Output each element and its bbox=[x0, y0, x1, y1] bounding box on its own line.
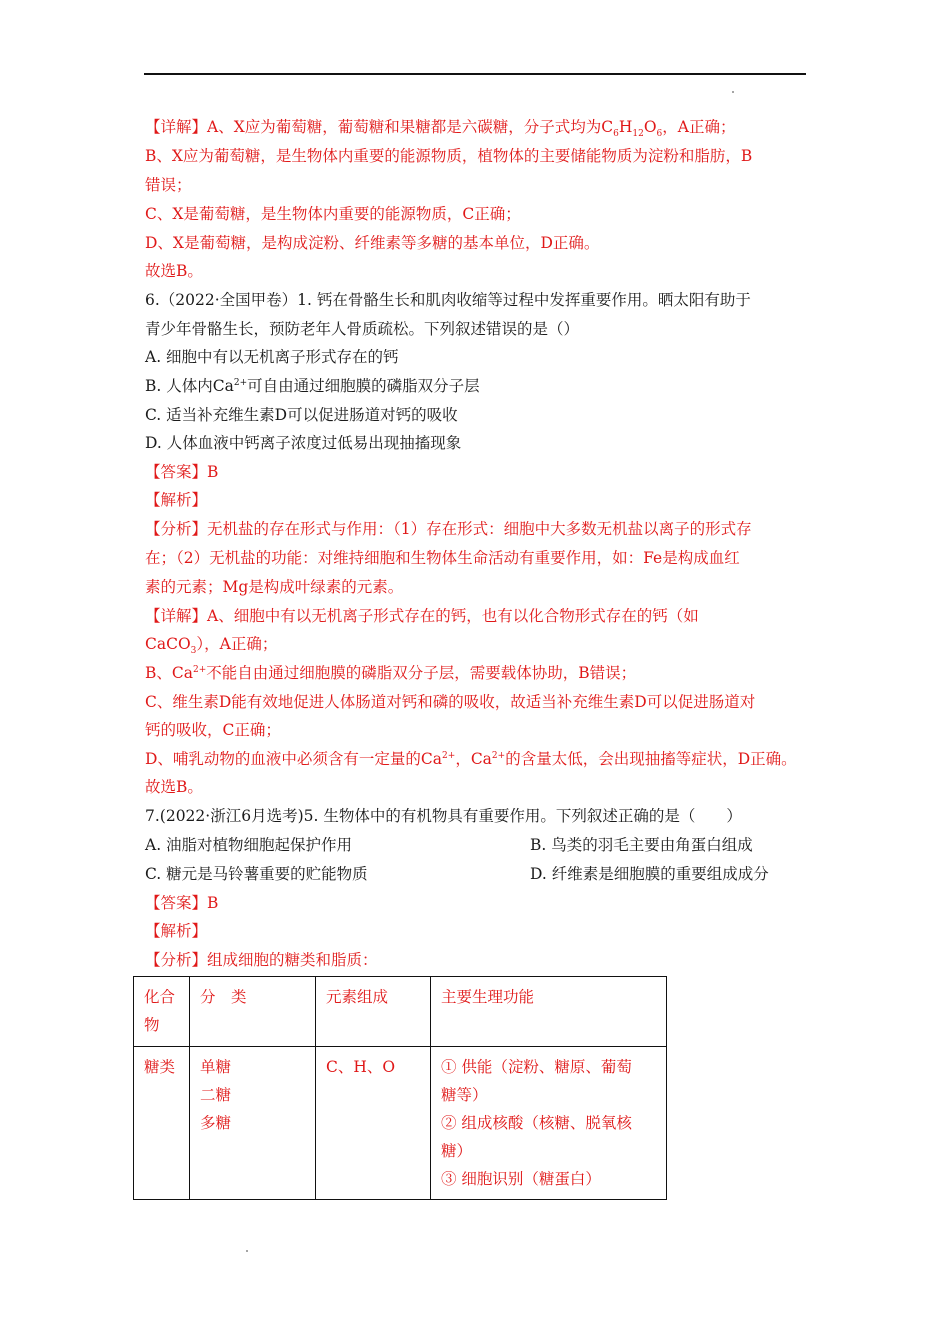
table-row bbox=[134, 1047, 667, 1200]
q6-option-a: A. 细胞中有以无机离子形式存在的钙 bbox=[145, 348, 399, 366]
q7-option-c: C. 糖元是马铃薯重要的贮能物质 bbox=[145, 865, 368, 883]
q5-detail-line1: 【详解】A、X应为葡萄糖，葡萄糖和果糖都是六碳糖，分子式均为$C_6H_{12}O_6$，A正确； bbox=[145, 118, 736, 140]
table-cell-types: 单糖 二糖 多糖 bbox=[190, 1047, 316, 1200]
q6-stem-line1: 6.（2022·全国甲卷）1. 钙在骨骼生长和肌肉收缩等过程中发挥重要作用。晒太阳有助于 bbox=[145, 291, 751, 309]
q7-analysis-label: 【解析】 bbox=[145, 922, 208, 940]
detail-label: 【详解】 bbox=[145, 118, 208, 136]
q6-answer: 【答案】B bbox=[145, 463, 219, 481]
q6-fenxi-line1: 【分析】无机盐的存在形式与作用：（1）存在形式：细胞中大多数无机盐以离子的形式存 bbox=[145, 520, 752, 538]
q6-detail-line6: D、哺乳动物的血液中必须含有一定量的$Ca^{2+}$，$Ca^{2+}$的含量太低，会出现抽搐等症状，D正确。 bbox=[145, 750, 797, 768]
q6-option-d: D. 人体血液中钙离子浓度过低易出现抽搐现象 bbox=[145, 434, 462, 452]
q6-fenxi-line2: 在；（2）无机盐的功能：对维持细胞和生物体生命活动有重要作用，如：Fe是构成血红 bbox=[145, 549, 740, 567]
q6-option-c: C. 适当补充维生素D可以促进肠道对钙的吸收 bbox=[145, 406, 458, 424]
q7-answer: 【答案】B bbox=[145, 894, 219, 912]
q7-stem: 7.(2022·浙江6月选考)5. 生物体中的有机物具有重要作用。下列叙述正确的是（ ） bbox=[145, 807, 742, 825]
q7-option-a: A. 油脂对植物细胞起保护作用 bbox=[145, 836, 353, 854]
q6-detail-line1: 【详解】A、细胞中有以无机离子形式存在的钙，也有以化合物形式存在的钙（如 bbox=[145, 607, 699, 625]
table-cell-name: 糖类 bbox=[134, 1047, 190, 1200]
table-header-cell: 主要生理功能 bbox=[431, 977, 667, 1047]
q6-conclusion: 故选B。 bbox=[145, 778, 203, 796]
q6-fenxi-line3: 素的元素；Mg是构成叶绿素的元素。 bbox=[145, 578, 404, 596]
q5-detail-line5: D、X是葡萄糖，是构成淀粉、纤维素等多糖的基本单位，D正确。 bbox=[145, 234, 600, 252]
table-header-row bbox=[134, 977, 667, 1047]
q6-detail-line2: CaCO$_3$），A正确； bbox=[145, 635, 278, 657]
q6-stem-line2: 青少年骨骼生长，预防老年人骨质疏松。下列叙述错误的是（） bbox=[145, 320, 580, 338]
q6-analysis-label: 【解析】 bbox=[145, 491, 208, 509]
table-cell-elements: C、H、O bbox=[316, 1047, 431, 1200]
q6-detail-line3: B、$Ca^{2+}$不能自由通过细胞膜的磷脂双分子层，需要载体协助，B错误； bbox=[145, 664, 637, 682]
table-header-cell: 分 类 bbox=[190, 977, 316, 1047]
header-rule bbox=[144, 73, 806, 75]
q6-detail-line4: C、维生素D能有效地促进人体肠道对钙和磷的吸收，故适当补充维生素D可以促进肠道对 bbox=[145, 693, 756, 711]
q7-option-d: D. 纤维素是细胞膜的重要组成成分 bbox=[530, 865, 769, 883]
q5-detail-line3: 错误； bbox=[145, 176, 192, 194]
q6-option-b: B. 人体内$Ca^{2+}$可自由通过细胞膜的磷脂双分子层 bbox=[145, 377, 480, 395]
sugar-lipid-table bbox=[133, 976, 667, 1200]
q7-fenxi: 【分析】组成细胞的糖类和脂质： bbox=[145, 951, 378, 969]
header-dot bbox=[732, 91, 734, 93]
footer-dot bbox=[246, 1250, 248, 1252]
q5-conclusion: 故选B。 bbox=[145, 262, 203, 280]
q7-option-b: B. 鸟类的羽毛主要由角蛋白组成 bbox=[530, 836, 753, 854]
q6-detail-line5: 钙的吸收，C正确； bbox=[145, 721, 281, 739]
q5-detail-line4: C、X是葡萄糖，是生物体内重要的能源物质，C正确； bbox=[145, 205, 521, 223]
q5-detail-line2: B、X应为葡萄糖，是生物体内重要的能源物质，植物体的主要储能物质为淀粉和脂肪，B bbox=[145, 147, 753, 165]
table-header-cell: 元素组成 bbox=[316, 977, 431, 1047]
table-header-cell: 化合 物 bbox=[134, 977, 190, 1047]
table-cell-functions: ① 供能（淀粉、糖原、葡萄 糖等） ② 组成核酸（核糖、脱氧核 糖） ③ 细胞识别（糖蛋白） bbox=[431, 1047, 667, 1200]
